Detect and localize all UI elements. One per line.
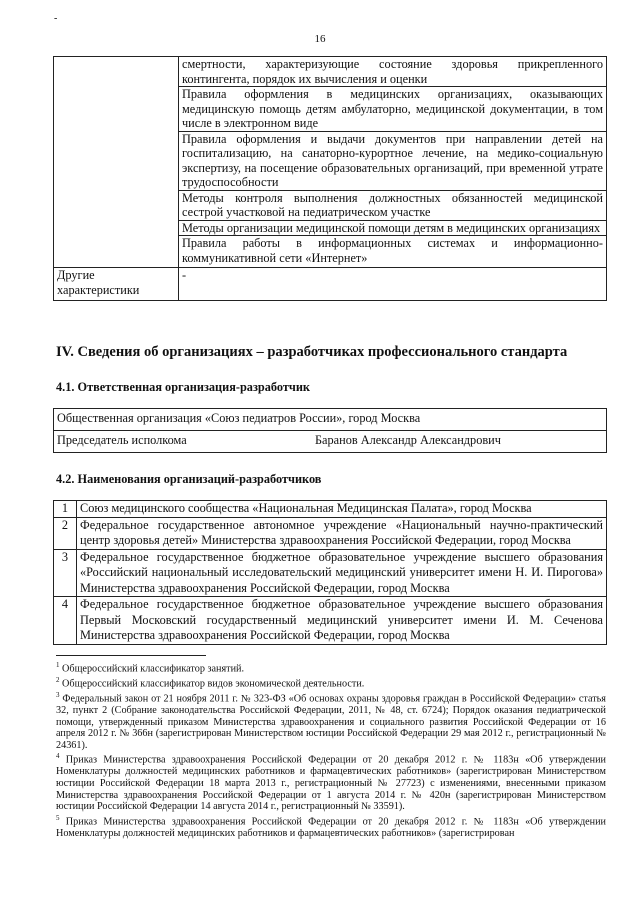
responsible-org-table: [53, 408, 607, 453]
table-row: [54, 501, 607, 518]
requirement-item: смертности, характеризующие состояние здоровья прикрепленного контингента, порядок их вычисления и оценки: [179, 57, 607, 87]
page-number: 16: [314, 33, 326, 45]
footnote-marker: 3: [56, 690, 60, 699]
table-row: [54, 597, 607, 645]
developer-number: 1: [54, 501, 77, 518]
table-row: [54, 431, 607, 453]
other-characteristics-value: -: [179, 268, 607, 301]
chair-name: Баранов Александр Александрович: [315, 433, 501, 447]
table-row: [54, 517, 607, 549]
developer-name: Федеральное государственное автономное учреждение «Национальный научно-практический центр здоровья детей» Министерства здравоохранения Российской Федерации, город Москва: [77, 517, 607, 549]
developer-name: Союз медицинского сообщества «Национальная Медицинская Палата», город Москва: [77, 501, 607, 518]
responsible-org-heading: 4.1. Ответственная организация-разработчик: [56, 380, 310, 394]
footnote-separator: [56, 655, 206, 656]
developer-number: 4: [54, 597, 77, 645]
table-row: [54, 57, 607, 87]
chair-row: [57, 433, 603, 448]
developer-name: Федеральное государственное бюджетное образовательное учреждение высшего образования «Российский национальный исследовательский медицинский университет имени Н. И. Пирогова» Министерства здравоохранения Российской Федерации, город Москва: [77, 549, 607, 597]
page-mark: -: [54, 13, 58, 24]
footnotes: [56, 660, 606, 839]
footnote-marker: 4: [56, 752, 60, 761]
footnote: [56, 660, 606, 675]
footnote-text: Федеральный закон от 21 ноября 2011 г. № 323-ФЗ «Об основах охраны здоровья граждан в Российской Федерации» статья 32, пункт 2 (Собрание законодательства Российской Федерации, 2011, № 48, ст. 6724); Порядок оказания педиатрической помощи, утвержденный приказом Министерства здравоохранения и социального развития Российской Федерации от 16 апреля 2012 г. № 366н (зарегистрирован Министерством юстиции Российской Федерации 29 мая 2012 г., регистрационный № 24361).: [56, 693, 606, 751]
footnote-text: Общероссийский классификатор занятий.: [62, 663, 245, 675]
footnote-text: Приказ Министерства здравоохранения Российской Федерации от 20 декабря 2012 г. № 1183н «Об утверждении Номенклатуры должностей медицинских работников и фармацевтических работников» (зарегистрирован: [56, 816, 607, 839]
requirements-table: [53, 56, 607, 301]
footnote-marker: 5: [56, 813, 60, 822]
table-row: [54, 549, 607, 597]
footnote-text: Общероссийский классификатор видов экономической деятельности.: [62, 678, 365, 690]
other-characteristics-label: Другие характеристики: [54, 268, 179, 301]
chair-cell: [54, 431, 607, 453]
section-title: IV. Сведения об организациях – разработчиках профессионального стандарта: [56, 344, 568, 360]
developer-number: 3: [54, 549, 77, 597]
chair-label: Председатель исполкома: [57, 433, 187, 447]
footnote-text: Приказ Министерства здравоохранения Российской Федерации от 20 декабря 2012 г. № 1183н «Об утверждении Номенклатуры должностей медицинских работников и фармацевтических работников» (зарегистрирован Министерством юстиции Российской Федерации 18 марта 2013 г., регистрационный № 27723) с изменениями, внесенными приказом Министерства здравоохранения Российской Федерации от 1 августа 2014 г. № 420н (зарегистрирован Министерством юстиции Российской Федерации 14 августа 2014 г., регистрационный № 33591).: [56, 754, 607, 813]
requirement-item: Правила работы в информационных системах и информационно-коммуникативной сети «Интернет»: [179, 236, 607, 268]
table-cell-empty: [54, 57, 179, 268]
requirement-item: Правила оформления в медицинских организациях, оказывающих медицинскую помощь детям амбулаторно, медицинской документации, в том числе в электронном виде: [179, 87, 607, 132]
footnote: [56, 751, 606, 812]
table-row: [54, 409, 607, 431]
requirement-item: Правила оформления и выдачи документов при направлении детей на госпитализацию, на санаторно-курортное лечение, на медико-социальную экспертизу, на посещение образовательных организаций, при временной утрате трудоспособности: [179, 131, 607, 190]
developers-heading: 4.2. Наименования организаций-разработчиков: [56, 472, 322, 486]
responsible-org-name: Общественная организация «Союз педиатров России», город Москва: [54, 409, 607, 431]
table-row: [54, 268, 607, 301]
requirement-item: Методы организации медицинской помощи детям в медицинских организациях: [179, 220, 607, 236]
footnote: [56, 675, 606, 690]
footnote-marker: 2: [56, 675, 60, 684]
footnote-marker: 1: [56, 661, 60, 669]
requirement-item: Методы контроля выполнения должностных обязанностей медицинской сестрой участковой на педиатрическом участке: [179, 190, 607, 220]
developer-name: Федеральное государственное бюджетное образовательное учреждение высшего образования Первый Московский государственный медицинский университет имени И. М. Сеченова Министерства здравоохранения Российской Федерации, город Москва: [77, 597, 607, 645]
footnote: [56, 813, 606, 840]
footnote: [56, 690, 606, 751]
developer-number: 2: [54, 517, 77, 549]
developers-table: [53, 500, 607, 645]
